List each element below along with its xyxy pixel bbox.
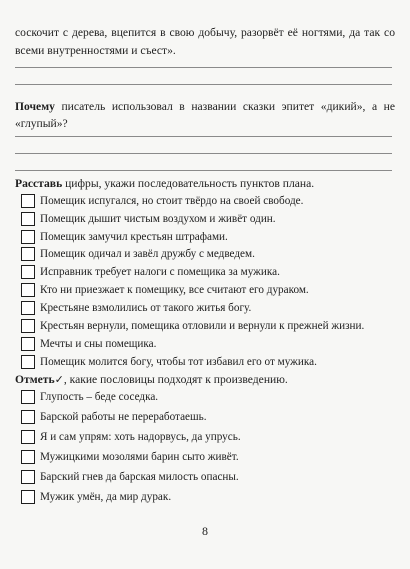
proverb-item: [21, 389, 158, 404]
proverb-item-label: Барский гнев да барская милость опасны.: [40, 470, 239, 483]
plan-item-label: Помещик дышит чистым воздухом и живёт один.: [40, 212, 276, 225]
answer-line[interactable]: [15, 170, 392, 171]
plan-item-label: Крестьян вернули, помещика отловили и вернули к прежней жизни.: [40, 319, 365, 332]
proverb-task-lead: Отметь: [15, 373, 55, 386]
plan-item: [21, 300, 251, 315]
answer-line[interactable]: [15, 84, 392, 85]
proverb-item: [21, 469, 239, 484]
proverb-checkbox[interactable]: [21, 390, 35, 404]
plan-task-text: цифры, укажи последовательность пунктов плана.: [62, 177, 315, 190]
plan-item: [21, 336, 156, 351]
proverb-checkbox[interactable]: [21, 470, 35, 484]
proverb-item-label: Мужицкими мозолями барин сыто живёт.: [40, 450, 239, 463]
plan-number-box[interactable]: [21, 194, 35, 208]
check-mark-icon: ✓: [54, 373, 64, 386]
proverb-item-label: Глупость – беде соседка.: [40, 390, 159, 403]
plan-number-box[interactable]: [21, 212, 35, 226]
question-text: [15, 98, 395, 132]
proverb-item: [21, 409, 207, 424]
proverb-checkbox[interactable]: [21, 490, 35, 504]
plan-item-label: Помещик замучил крестьян штрафами.: [40, 230, 228, 243]
proverb-item-label: Я и сам упрям: хоть надорвусь, да упрусь.: [40, 430, 241, 443]
plan-item: [21, 246, 255, 261]
plan-item: [21, 354, 317, 369]
plan-item-label: Кто ни приезжает к помещику, все считают его дураком.: [40, 283, 309, 296]
plan-item-label: Помещик молится богу, чтобы тот избавил его от мужика.: [40, 355, 317, 368]
answer-line[interactable]: [15, 153, 392, 154]
plan-item: [21, 193, 303, 208]
plan-item-label: Мечты и сны помещика.: [40, 337, 157, 350]
plan-item: [21, 318, 364, 333]
proverb-item: [21, 429, 241, 444]
plan-item-label: Крестьяне взмолились от такого житья богу.: [40, 301, 252, 314]
answer-line[interactable]: [15, 67, 392, 68]
plan-item-label: Помещик одичал и завёл дружбу с медведем.: [40, 247, 255, 260]
plan-number-box[interactable]: [21, 355, 35, 369]
plan-number-box[interactable]: [21, 301, 35, 315]
proverb-item: [21, 449, 239, 464]
question-body: писатель использовал в названии сказки эпитет «дикий», а не «глупый»?: [15, 100, 395, 130]
plan-item: [21, 264, 280, 279]
answer-line[interactable]: [15, 136, 392, 137]
plan-item-label: Исправник требует налоги с помещика за мужика.: [40, 265, 280, 278]
intro-text: соскочит с дерева, вцепится в свою добычу, разорвёт её ногтями, да так со всеми внутренностями и съест».: [15, 26, 395, 57]
plan-item: [21, 282, 309, 297]
plan-item-label: Помещик испугался, но стоит твёрдо на своей свободе.: [40, 194, 304, 207]
proverb-task-text: , какие пословицы подходят к произведению.: [63, 373, 288, 386]
plan-item: [21, 211, 276, 226]
page-number: 8: [202, 524, 208, 538]
plan-task-lead: Расставь: [15, 177, 63, 190]
plan-number-box[interactable]: [21, 337, 35, 351]
proverb-item: [21, 489, 171, 504]
plan-item: [21, 229, 228, 244]
proverb-item-label: Барской работы не переработаешь.: [40, 410, 207, 423]
proverb-checkbox[interactable]: [21, 430, 35, 444]
plan-number-box[interactable]: [21, 247, 35, 261]
plan-number-box[interactable]: [21, 265, 35, 279]
question-lead: Почему: [15, 100, 55, 113]
plan-number-box[interactable]: [21, 283, 35, 297]
plan-number-box[interactable]: [21, 230, 35, 244]
plan-task-heading: [15, 176, 314, 191]
proverb-item-label: Мужик умён, да мир дурак.: [40, 490, 172, 503]
proverb-checkbox[interactable]: [21, 450, 35, 464]
proverb-checkbox[interactable]: [21, 410, 35, 424]
proverb-task-heading: [15, 372, 288, 387]
plan-number-box[interactable]: [21, 319, 35, 333]
